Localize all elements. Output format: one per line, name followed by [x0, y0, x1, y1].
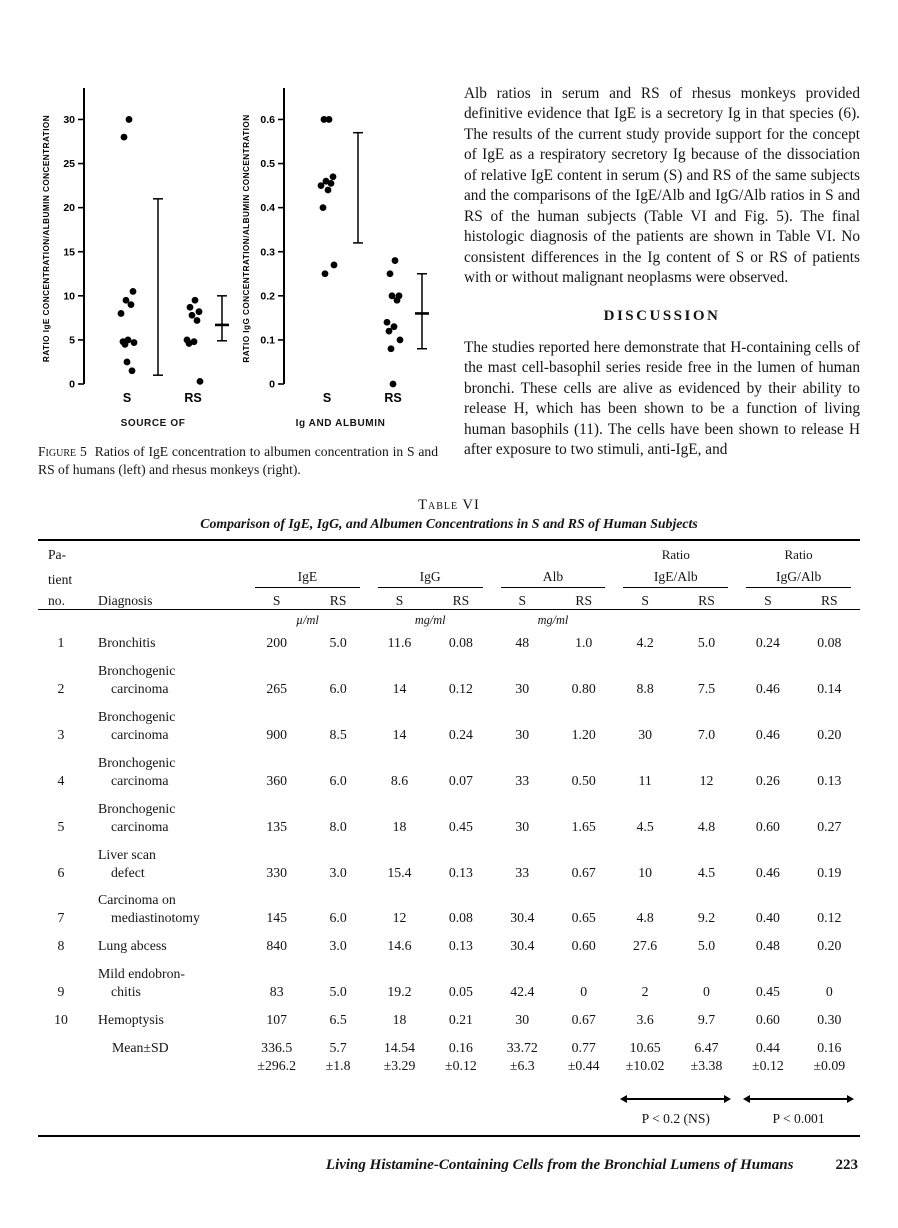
- cell-value: 0.30: [817, 1012, 842, 1028]
- figure-5: [38, 84, 450, 479]
- table-header: [38, 541, 860, 609]
- cell-value: 0.60: [755, 818, 780, 834]
- patient-number: 3: [57, 727, 65, 743]
- svg-text:RS: RS: [184, 391, 202, 405]
- cell-value: 0: [825, 984, 833, 1000]
- cell-diagnosis: Mild endobron- chitis: [98, 966, 185, 1000]
- patient-number: 1: [57, 635, 65, 651]
- cell-value: 0.12: [448, 681, 473, 697]
- cell-value: 8.0: [329, 818, 347, 834]
- cell-value: 4.8: [636, 910, 654, 926]
- cell-value: 1.65: [571, 818, 596, 834]
- cell-mean-sd: 0.16 ±0.12: [445, 1040, 477, 1073]
- patient-header-line: Pa-: [48, 547, 67, 563]
- cell-value: 6.0: [329, 910, 347, 926]
- svg-text:10: 10: [63, 290, 75, 303]
- svg-text:5: 5: [69, 334, 75, 347]
- cell-value: 0.19: [817, 864, 842, 880]
- patient-number: 2: [57, 681, 65, 697]
- cell-mean-sd: 10.65 ±10.02: [625, 1040, 665, 1073]
- svg-text:RATIO IgE CONCENTRATION/ALBUMI: RATIO IgE CONCENTRATION/ALBUMIN CONCENTRATION: [42, 114, 51, 363]
- cell-value: 30: [515, 818, 530, 834]
- cell-mean-sd: 0.77 ±0.44: [567, 1040, 600, 1073]
- cell-value: 42.4: [510, 984, 535, 1000]
- page-number: 223: [835, 1157, 858, 1174]
- svg-text:S: S: [122, 391, 132, 405]
- x-axis-label-right: Ig AND ALBUMIN: [295, 418, 386, 429]
- patient-header-line: no.: [48, 593, 65, 609]
- cell-value: 19.2: [387, 984, 412, 1000]
- cell-value: 0.08: [448, 910, 473, 926]
- page-footer: [38, 1157, 860, 1174]
- group-header: Alb: [501, 569, 606, 588]
- cell-value: 1.20: [571, 727, 596, 743]
- cell-value: 9.2: [697, 910, 716, 926]
- shared-x-axis-label: [38, 418, 450, 429]
- cell-diagnosis: Lung abcess: [98, 938, 167, 954]
- cell-mean-sd: 33.72 ±6.3: [506, 1040, 538, 1073]
- subcolumn-header-rs: RS: [698, 593, 715, 609]
- table-body: [38, 610, 860, 1135]
- svg-text:RATIO IgG CONCENTRATION/ALBUMI: RATIO IgG CONCENTRATION/ALBUMIN CONCENTRATION: [242, 114, 251, 363]
- cell-diagnosis: Bronchitis: [98, 635, 156, 651]
- cell-value: 0.13: [448, 864, 473, 880]
- cell-value: 33: [515, 772, 530, 788]
- svg-text:30: 30: [63, 114, 75, 127]
- cell-value: 0.12: [817, 910, 842, 926]
- cell-value: 0.20: [817, 938, 842, 954]
- cell-mean-sd: 6.47 ±3.38: [690, 1040, 723, 1073]
- cell-value: 0.26: [755, 772, 780, 788]
- patient-number: 10: [54, 1012, 68, 1028]
- double-arrow-icon: [743, 1095, 854, 1103]
- cell-value: 0: [703, 984, 710, 1000]
- significance-annotation: [614, 1081, 737, 1135]
- group-header: IgE: [255, 569, 360, 588]
- cell-value: 200: [266, 635, 288, 651]
- svg-text:0.4: 0.4: [260, 202, 275, 215]
- cell-value: 0.50: [571, 772, 596, 788]
- cell-value: 30.4: [510, 910, 535, 926]
- figure-caption-text: Ratios of IgE concentration to albumen concentration in S and RS of humans (left) and rhesus monkeys (right).: [38, 444, 439, 477]
- group-header: IgE/Alb: [623, 569, 728, 588]
- cell-value: 135: [266, 818, 288, 834]
- cell-value: 0.40: [755, 910, 780, 926]
- svg-text:0: 0: [269, 378, 275, 391]
- cell-value: 12: [392, 910, 407, 926]
- cell-diagnosis: Bronchogenic carcinoma: [98, 709, 176, 743]
- cell-value: 0.24: [448, 727, 473, 743]
- body-paragraph: The studies reported here demonstrate that H-containing cells of the mast cell-basophil series reside free in the lumen of human bronchi. These cells are alive as evidenced by their ability to release H, which has been shown to be a function of living human basophils (11). The cells have been shown to release H after exposure to two stimuli, anti-IgE, and: [464, 338, 860, 459]
- double-arrow-icon: [620, 1095, 731, 1103]
- cell-mean-sd: 14.54 ±3.29: [383, 1040, 416, 1073]
- cell-value: 0.60: [571, 938, 596, 954]
- cell-value: 14: [392, 727, 407, 743]
- cell-value: 48: [515, 635, 530, 651]
- running-title: Living Histamine-Containing Cells from the Bronchial Lumens of Humans: [325, 1157, 794, 1174]
- group-top-header: Ratio: [784, 547, 813, 563]
- cell-value: 18: [392, 818, 407, 834]
- cell-value: 0.21: [448, 1012, 473, 1028]
- group-top-header: Ratio: [661, 547, 690, 563]
- cell-value: 0.08: [448, 635, 473, 651]
- cell-value: 5.0: [329, 635, 347, 651]
- cell-diagnosis: Bronchogenic carcinoma: [98, 754, 176, 788]
- cell-value: 30: [638, 727, 652, 743]
- cell-value: 0.13: [817, 772, 842, 788]
- figure-caption-label: Figure 5: [38, 444, 87, 459]
- cell-value: 8.8: [636, 681, 654, 697]
- cell-value: 0.08: [817, 635, 842, 651]
- cell-value: 265: [266, 681, 288, 697]
- cell-value: 0.07: [448, 772, 473, 788]
- subcolumn-header-rs: RS: [329, 593, 347, 609]
- cell-value: 3.0: [329, 864, 347, 880]
- unit-label: mg/ml: [537, 613, 569, 628]
- cell-diagnosis: Liver scan defect: [98, 846, 156, 880]
- cell-value: 5.0: [329, 984, 347, 1000]
- discussion-heading: DISCUSSION: [603, 307, 721, 324]
- cell-value: 0.27: [817, 818, 842, 834]
- cell-value: 7.5: [697, 681, 716, 697]
- table-vi: [38, 497, 860, 1137]
- svg-text:20: 20: [63, 202, 75, 215]
- ige-albumin-ratio-scatter-chart: [38, 84, 238, 416]
- figure-caption: [38, 443, 438, 479]
- cell-value: 0.20: [817, 727, 842, 743]
- subcolumn-header-rs: RS: [820, 593, 838, 609]
- svg-text:15: 15: [63, 246, 75, 259]
- subcolumn-header-s: S: [518, 593, 527, 609]
- patient-number: 8: [57, 938, 65, 954]
- cell-value: 5.0: [697, 938, 716, 954]
- patient-number: 7: [57, 910, 65, 926]
- cell-mean-sd: 0.16 ±0.09: [813, 1040, 846, 1073]
- cell-value: 0.60: [755, 1012, 780, 1028]
- cell-value: 0.65: [571, 910, 596, 926]
- group-header: IgG: [378, 569, 483, 588]
- cell-value: 0.80: [571, 681, 596, 697]
- body-paragraph: Alb ratios in serum and RS of rhesus monkeys provided definitive evidence that IgE is a secretory Ig in that species (6). The results of the current study provide support for the concept of IgE as a respiratory secretory Ig because of the dissociation of relative IgE content in serum (S) and RS of the same subjects and the comparisons of the IgE/Alb and IgG/Alb ratios in S and RS of the human subjects (Table VI and Fig. 5). The final histologic diagnosis of the patients are shown in Table VI. No consistent differences in the Ig content of S or RS of patients with or without malignant neoplasms were observed.: [464, 85, 860, 287]
- patient-number: 5: [57, 818, 65, 834]
- svg-text:0.1: 0.1: [260, 334, 275, 347]
- cell-value: 6.0: [329, 772, 347, 788]
- cell-value: 14.6: [387, 938, 412, 954]
- cell-mean-sd: 336.5 ±296.2: [257, 1040, 296, 1073]
- svg-text:0.6: 0.6: [260, 114, 275, 127]
- cell-value: 0.13: [448, 938, 473, 954]
- cell-value: 10: [638, 864, 652, 880]
- cell-value: 145: [266, 910, 288, 926]
- cell-value: 360: [266, 772, 288, 788]
- cell-value: 0.46: [755, 864, 780, 880]
- table-bottom-rule: [38, 1135, 860, 1137]
- diagnosis-header: Diagnosis: [98, 593, 153, 609]
- cell-value: 0.67: [571, 864, 596, 880]
- cell-value: 27.6: [633, 938, 658, 954]
- subcolumn-header-rs: RS: [575, 593, 593, 609]
- cell-value: 8.5: [329, 727, 347, 743]
- subcolumn-header-s: S: [764, 593, 772, 609]
- cell-value: 30.4: [510, 938, 535, 954]
- svg-text:RS: RS: [384, 391, 402, 405]
- cell-value: 6.0: [329, 681, 347, 697]
- cell-value: 11: [638, 772, 652, 788]
- cell-diagnosis: Bronchogenic carcinoma: [98, 663, 176, 697]
- igg-albumin-ratio-scatter-chart: [238, 84, 443, 416]
- cell-value: 14: [392, 681, 407, 697]
- cell-diagnosis: Bronchogenic carcinoma: [98, 800, 176, 834]
- cell-diagnosis: Hemoptysis: [98, 1012, 164, 1028]
- cell-value: 2: [641, 984, 649, 1000]
- cell-value: 900: [266, 727, 288, 743]
- cell-value: 4.5: [636, 818, 654, 834]
- cell-value: 0.48: [755, 938, 780, 954]
- cell-value: 5.0: [697, 635, 716, 651]
- cell-value: 30: [515, 1012, 530, 1028]
- significance-annotation: [737, 1081, 860, 1135]
- cell-value: 3.6: [636, 1012, 654, 1028]
- cell-value: 4.5: [697, 864, 716, 880]
- cell-mean-sd: 0.44 ±0.12: [752, 1040, 784, 1073]
- cell-value: 7.0: [697, 727, 716, 743]
- cell-value: 0: [580, 984, 588, 1000]
- cell-value: 83: [269, 984, 284, 1000]
- subcolumn-header-s: S: [641, 593, 649, 609]
- cell-value: 4.2: [636, 635, 654, 651]
- cell-value: 1.0: [575, 635, 593, 651]
- cell-value: 0.14: [817, 681, 842, 697]
- svg-text:0.3: 0.3: [260, 246, 275, 259]
- cell-value: 12: [699, 772, 714, 788]
- svg-text:25: 25: [63, 158, 75, 171]
- cell-value: 840: [266, 938, 288, 954]
- cell-value: 0.24: [755, 635, 780, 651]
- cell-value: 30: [515, 681, 530, 697]
- svg-text:0: 0: [69, 378, 75, 391]
- unit-label: mg/ml: [414, 613, 446, 628]
- mean-sd-label: Mean±SD: [112, 1040, 169, 1056]
- subcolumn-header-rs: RS: [452, 593, 470, 609]
- cell-value: 18: [392, 1012, 407, 1028]
- p-value-label: P < 0.2 (NS): [641, 1110, 710, 1126]
- figure-5-charts: [38, 84, 450, 416]
- cell-value: 0.45: [448, 818, 473, 834]
- patient-number: 6: [57, 864, 65, 880]
- cell-value: 11.6: [387, 635, 412, 651]
- cell-value: 0.46: [755, 681, 780, 697]
- cell-value: 9.7: [697, 1012, 716, 1028]
- x-axis-label-left: SOURCE OF: [120, 418, 186, 429]
- cell-value: 8.6: [390, 772, 409, 788]
- top-section: [38, 84, 860, 479]
- cell-value: 0.46: [755, 727, 780, 743]
- patient-number: 4: [57, 772, 65, 788]
- cell-value: 15.4: [387, 864, 412, 880]
- cell-value: 4.8: [697, 818, 716, 834]
- patient-header-line: tient: [48, 572, 73, 588]
- svg-text:S: S: [322, 391, 332, 405]
- cell-value: 0.67: [571, 1012, 596, 1028]
- cell-value: 330: [266, 864, 288, 880]
- cell-diagnosis: Carcinoma on mediastinotomy: [98, 892, 200, 926]
- table-title: Table VI: [418, 496, 480, 513]
- cell-mean-sd: 5.7 ±1.8: [325, 1040, 351, 1073]
- unit-label: µ/ml: [295, 613, 319, 628]
- cell-value: 3.0: [329, 938, 347, 954]
- cell-value: 0.05: [448, 984, 473, 1000]
- subcolumn-header-s: S: [395, 593, 404, 609]
- cell-value: 107: [266, 1012, 288, 1028]
- subcolumn-header-s: S: [272, 593, 281, 609]
- cell-value: 6.5: [329, 1012, 347, 1028]
- patient-number: 9: [57, 984, 65, 1000]
- article-text-column: [464, 84, 860, 479]
- cell-value: 33: [515, 864, 530, 880]
- group-header: IgG/Alb: [746, 569, 851, 588]
- cell-value: 30: [515, 727, 530, 743]
- svg-text:0.5: 0.5: [260, 158, 275, 171]
- table-subtitle: Comparison of IgE, IgG, and Albumen Concentrations in S and RS of Human Subjects: [200, 515, 698, 531]
- cell-value: 0.45: [755, 984, 780, 1000]
- svg-text:0.2: 0.2: [260, 290, 275, 303]
- p-value-label: P < 0.001: [772, 1110, 825, 1126]
